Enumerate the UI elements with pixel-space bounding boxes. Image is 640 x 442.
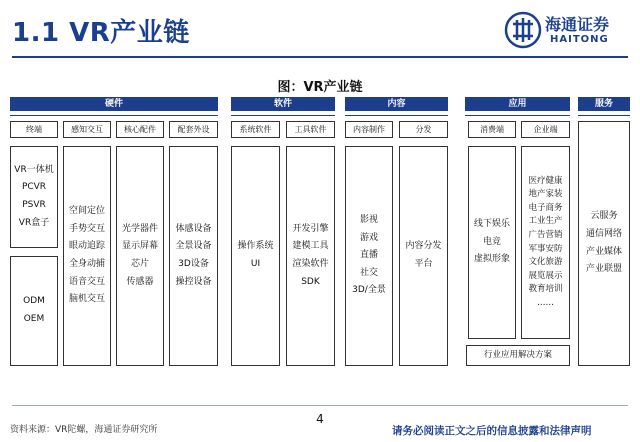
column-header-distribution: 分发 bbox=[399, 121, 448, 138]
item-avatar: 虚拟形象 bbox=[473, 254, 510, 265]
item-voice: 语音交互 bbox=[68, 276, 105, 287]
item-film: 影视 bbox=[359, 215, 378, 226]
item-spatial-positioning: 空间定位 bbox=[68, 206, 105, 217]
item-engine: 开发引擎 bbox=[292, 223, 329, 234]
column-box-peripherals bbox=[169, 146, 218, 366]
item-bci: 脑机交互 bbox=[68, 294, 105, 305]
item-offline-entertainment: 线下娱乐 bbox=[473, 219, 510, 230]
item-rendering: 渲染软件 bbox=[292, 259, 329, 269]
item-sdk: SDK bbox=[301, 276, 320, 287]
column-header-system-software: 系统软件 bbox=[231, 121, 280, 138]
item-ecommerce: 电子商务 bbox=[528, 202, 563, 213]
item-exhibition: 展览展示 bbox=[528, 270, 563, 281]
item-body-capture: 全身动捕 bbox=[68, 259, 105, 269]
item-3d-device: 3D设备 bbox=[178, 259, 209, 269]
logo-emblem-icon bbox=[503, 10, 543, 50]
category-content-rule bbox=[345, 115, 448, 116]
item-live: 直播 bbox=[359, 250, 378, 261]
column-header-terminal: 终端 bbox=[10, 121, 58, 138]
item-sensor: 传感器 bbox=[126, 276, 154, 287]
item-real-estate: 地产家装 bbox=[528, 189, 563, 200]
category-application-rule bbox=[465, 115, 570, 116]
column-box-core-parts bbox=[116, 146, 164, 366]
company-logo bbox=[503, 8, 628, 52]
item-ellipsis: …… bbox=[537, 297, 554, 308]
industry-solutions-box: 行业应用解决方案 bbox=[466, 345, 570, 366]
category-service: 服务 bbox=[578, 97, 630, 111]
category-software-rule bbox=[231, 115, 335, 116]
column-box-terminal-devices bbox=[10, 146, 58, 248]
category-service-rule bbox=[578, 115, 630, 116]
item-esports: 电竞 bbox=[482, 236, 501, 247]
column-box-interaction bbox=[63, 146, 111, 366]
item-platform: 平台 bbox=[414, 259, 433, 269]
category-hardware-rule bbox=[10, 115, 218, 116]
item-control-device: 操控设备 bbox=[175, 276, 212, 287]
column-box-terminal-makers bbox=[10, 256, 58, 366]
item-cloud: 云服务 bbox=[590, 211, 618, 222]
item-ui: UI bbox=[250, 259, 261, 269]
item-military-security: 军事安防 bbox=[528, 243, 563, 254]
column-box-enterprise bbox=[521, 146, 570, 339]
column-header-interaction: 感知交互 bbox=[63, 121, 111, 138]
item-network: 通信网络 bbox=[585, 228, 622, 239]
item-advertising: 广告营销 bbox=[528, 229, 563, 240]
column-header-tool-software: 工具软件 bbox=[286, 121, 335, 138]
item-odm: ODM bbox=[23, 296, 45, 307]
footer-divider bbox=[12, 405, 628, 406]
item-pcvr: PCVR bbox=[21, 182, 47, 193]
item-psvr: PSVR bbox=[22, 200, 46, 210]
column-box-content-production bbox=[345, 146, 393, 366]
item-vr-box: VR盒子 bbox=[18, 217, 50, 228]
category-application: 应用 bbox=[465, 97, 570, 111]
item-panorama-device: 全景设备 bbox=[175, 241, 212, 252]
column-box-tool-software bbox=[286, 146, 335, 366]
slide-title: 1.1 VR产业链 bbox=[12, 18, 190, 48]
item-content-distribution: 内容分发 bbox=[405, 241, 442, 252]
item-eye-tracking: 眼动追踪 bbox=[68, 241, 105, 252]
item-3d-panorama: 3D/全景 bbox=[352, 285, 386, 296]
column-header-content-production: 内容制作 bbox=[345, 121, 393, 138]
logo-name-cn: 海通证券 bbox=[545, 15, 610, 34]
column-header-peripherals: 配套外设 bbox=[169, 121, 218, 138]
item-optics: 光学器件 bbox=[121, 223, 158, 234]
item-education: 教育培训 bbox=[528, 284, 563, 295]
item-culture-tourism: 文化旅游 bbox=[528, 257, 563, 268]
category-content: 内容 bbox=[345, 97, 448, 111]
category-software: 软件 bbox=[231, 97, 335, 111]
item-games: 游戏 bbox=[359, 232, 378, 243]
item-industry-alliance: 产业联盟 bbox=[585, 264, 622, 275]
column-box-service bbox=[578, 121, 630, 366]
item-social: 社交 bbox=[359, 267, 378, 278]
column-header-consumer: 消费端 bbox=[468, 121, 516, 138]
item-industry: 工业生产 bbox=[528, 216, 563, 227]
item-industry-media: 产业媒体 bbox=[585, 246, 622, 257]
header-divider bbox=[12, 56, 628, 58]
item-chip: 芯片 bbox=[130, 259, 149, 269]
item-oem: OEM bbox=[23, 314, 45, 324]
column-header-core-parts: 核心配件 bbox=[116, 121, 164, 138]
column-box-system-software bbox=[231, 146, 280, 366]
item-motion-device: 体感设备 bbox=[175, 223, 212, 234]
item-os: 操作系统 bbox=[237, 241, 274, 252]
logo-name-en: HAITONG bbox=[550, 34, 609, 45]
item-healthcare: 医疗健康 bbox=[528, 175, 563, 186]
page-number: 4 bbox=[316, 412, 324, 426]
column-header-enterprise: 企业端 bbox=[521, 121, 570, 138]
category-hardware: 硬件 bbox=[10, 97, 218, 111]
figure-title: 图：VR产业链 bbox=[277, 80, 363, 95]
item-vr-aio: VR一体机 bbox=[14, 164, 54, 175]
item-modeling: 建模工具 bbox=[292, 241, 329, 252]
column-box-consumer bbox=[468, 146, 516, 339]
disclaimer: 请务必阅读正文之后的信息披露和法律声明 bbox=[392, 425, 592, 437]
column-box-distribution bbox=[399, 146, 448, 366]
source-note: 资料来源：VR陀螺，海通证券研究所 bbox=[10, 425, 158, 435]
item-gesture: 手势交互 bbox=[68, 223, 105, 234]
item-display: 显示屏幕 bbox=[121, 241, 158, 252]
